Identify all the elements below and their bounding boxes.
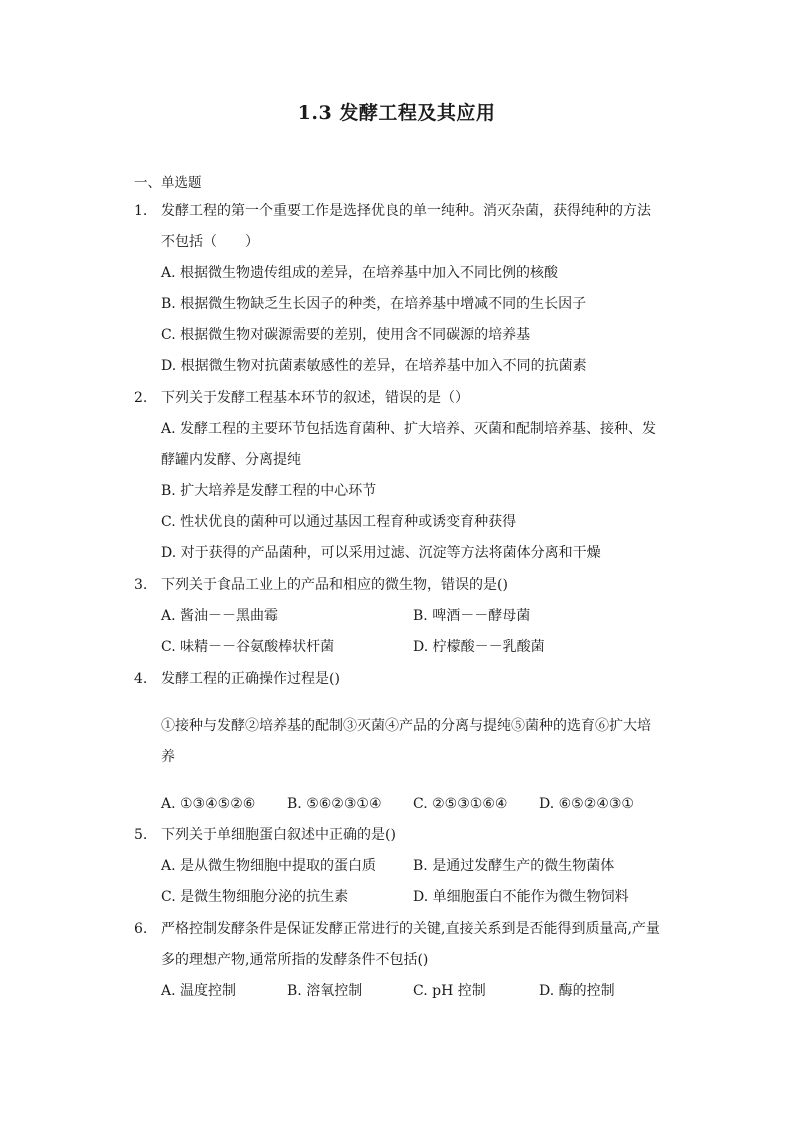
option-row [161,882,664,913]
option-a: A. 是从微生物细胞中提取的蛋白质 [161,858,377,874]
question-6 [134,914,664,1007]
option-c: C. 味精－－谷氨酸棒状杆菌 [161,639,335,655]
question-number: 6. [134,921,148,937]
option-c: C. ②⑤③①⑥④ [413,796,508,812]
question-stem: 下列关于食品工业上的产品和相应的微生物，错误的是() [161,577,508,593]
option-b: B. 根据微生物缺乏生长因子的种类，在培养基中增减不同的生长因子 [161,296,587,312]
option-c: C. 根据微生物对碳源需要的差别，使用含不同碳源的培养基 [161,327,531,343]
question-stem: 下列关于发酵工程基本环节的叙述，错误的是（） [161,390,469,406]
option-d: D. 根据微生物对抗菌素敏感性的差异，在培养基中加入不同的抗菌素 [161,358,587,374]
question-number: 5. [134,827,148,843]
option-c: C. pH 控制 [413,983,486,999]
option-b: B. 是通过发酵生产的微生物菌体 [413,858,615,874]
option-a: A. 温度控制 [161,983,237,999]
option-b: B. ⑤⑥②③①④ [287,796,382,812]
option-row [161,601,664,632]
option-row [161,789,664,820]
option-row [161,851,664,882]
question-stem: 严格控制发酵条件是保证发酵正常进行的关键,直接关系到是否能得到质量高,产量多的理想产物,通常所指的发酵条件不包括() [161,921,660,968]
option-b: B. 扩大培养是发酵工程的中心环节 [161,483,377,499]
option-d: D. 对于获得的产品菌种，可以采用过滤、沉淀等方法将菌体分离和干燥 [161,545,601,561]
option-b: B. 啤酒－－酵母菌 [413,608,531,624]
question-number: 3. [134,577,148,593]
question-stem: 下列关于单细胞蛋白叙述中正确的是() [161,827,396,843]
question-stem: 发酵工程的正确操作过程是() [161,671,340,687]
question-number: 2. [134,390,148,406]
question-number: 1. [134,203,148,219]
question-4 [134,664,664,820]
option-d: D. 酶的控制 [539,983,615,999]
page-title: 1.3 发酵工程及其应用 [297,102,496,124]
question-3 [134,570,664,663]
question-5 [134,820,664,913]
step-list: ①接种与发酵②培养基的配制③灭菌④产品的分离与提纯⑤菌种的选育⑥扩大培养 [161,718,651,765]
option-a: A. 发酵工程的主要环节包括选育菌种、扩大培养、灭菌和配制培养基、接种、发酵罐内发酵、分离提纯 [161,421,657,468]
question-number: 4. [134,671,148,687]
option-row [161,632,664,663]
option-d: D. 单细胞蛋白不能作为微生物饲料 [413,889,629,905]
question-2 [134,383,664,569]
option-row [161,976,664,1007]
section-heading: 一、单选题 [134,175,202,191]
option-d: D. ⑥⑤②④③① [539,796,634,812]
option-c: C. 性状优良的菌种可以通过基因工程育种或诱变育种获得 [161,514,517,530]
option-d: D. 柠檬酸－－乳酸菌 [413,639,545,655]
option-a: A. 酱油－－黑曲霉 [161,608,279,624]
option-a: A. 根据微生物遗传组成的差异，在培养基中加入不同比例的核酸 [161,265,559,281]
option-b: B. 溶氧控制 [287,983,363,999]
option-a: A. ①③④⑤②⑥ [161,796,256,812]
question-stem: 发酵工程的第一个重要工作是选择优良的单一纯种。消灭杂菌，获得纯种的方法不包括（ ） [161,203,651,250]
question-1 [134,196,664,382]
option-c: C. 是微生物细胞分泌的抗生素 [161,889,349,905]
